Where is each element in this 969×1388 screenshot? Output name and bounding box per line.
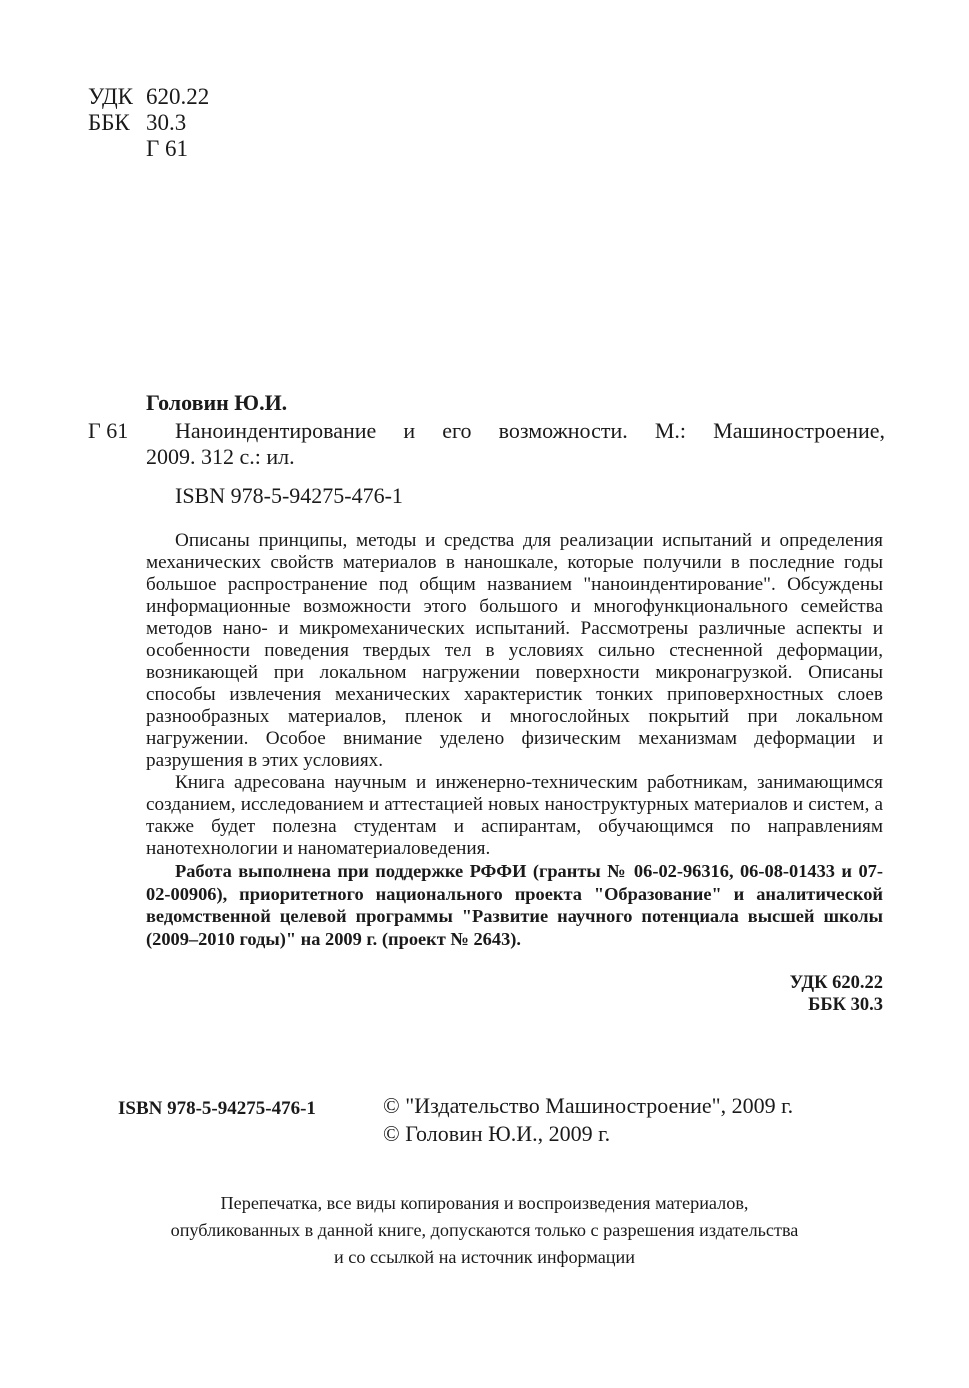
bbk-label: ББК [88, 110, 130, 135]
abstract [146, 530, 883, 950]
copyright-author: © Головин Ю.И., 2009 г. [383, 1121, 611, 1146]
bbk-value: 30.3 [146, 110, 187, 135]
notice-line-1: Перепечатка, все виды копирования и воспроизведения материалов, [220, 1193, 749, 1213]
copyright-publisher: © "Издательство Машиностроение", 2009 г. [383, 1093, 794, 1118]
isbn-entry: ISBN 978-5-94275-476-1 [175, 483, 403, 508]
udk-right: УДК 620.22 [789, 973, 883, 993]
notice-line-3: и со ссылкой на источник информации [333, 1247, 636, 1267]
bbk-line [88, 110, 186, 136]
abstract-paragraph-2: Книга адресована научным и инженерно-техническим работникам, занимающимся созданием, исследованием и аттестацией новых наноструктурных материалов и систем, а также будет полезна студентам и аспирантам, обучающимся по направлениям нанотехнологии и наноматериаловедения. [146, 772, 883, 859]
udk-value: 620.22 [146, 84, 210, 109]
book-title-line2: 2009. 312 с.: ил. [146, 444, 295, 469]
author-name: Головин Ю.И. [146, 390, 288, 415]
author-sign-top: Г 61 [146, 136, 189, 161]
reproduction-notice [0, 1190, 969, 1271]
notice-line-2: опубликованных в данной книге, допускаются только с разрешения издательства [170, 1220, 799, 1240]
author-sign-entry: Г 61 [88, 418, 129, 443]
udk-line [88, 84, 209, 110]
classification-right [790, 972, 883, 1016]
book-title-line1: Наноиндентирование и его возможности. М.: Машиностроение, [175, 418, 885, 443]
udk-label: УДК [88, 84, 133, 109]
funding-paragraph: Работа выполнена при поддержке РФФИ (гранты № 06-02-96316, 06-08-01433 и 07-02-00906), приоритетного национального проекта "Образование" и аналитической ведомственной целевой программы "Развитие научного потенциала высшей школы (2009–2010 годы)" на 2009 г. (проект № 2643). [146, 861, 883, 949]
copyright-block [383, 1092, 793, 1148]
abstract-paragraph-1: Описаны принципы, методы и средства для реализации испытаний и определения механических свойств материалов в наношкале, которые получили в последние годы большое распространение под общим названием "наноиндентирование". Обсуждены информационные возможности этого большого и многофункционального семейства методов нано- и микромеханических испытаний. Рассмотрены различные аспекты и особенности поведения твердых тел в условиях сильно стесненной деформации, возникающей при локальном нагружении поверхности микронагрузкой. Описаны способы извлечения механических характеристик тонких приповерхностных слоев разнообразных материалов, пленок и многослойных покрытий при локальном нагружении. Особое внимание уделено физическим механизмам деформации и разрушения в этих условиях. [146, 530, 883, 771]
bbk-right: ББК 30.3 [808, 995, 883, 1015]
isbn-bottom: ISBN 978-5-94275-476-1 [118, 1098, 316, 1119]
